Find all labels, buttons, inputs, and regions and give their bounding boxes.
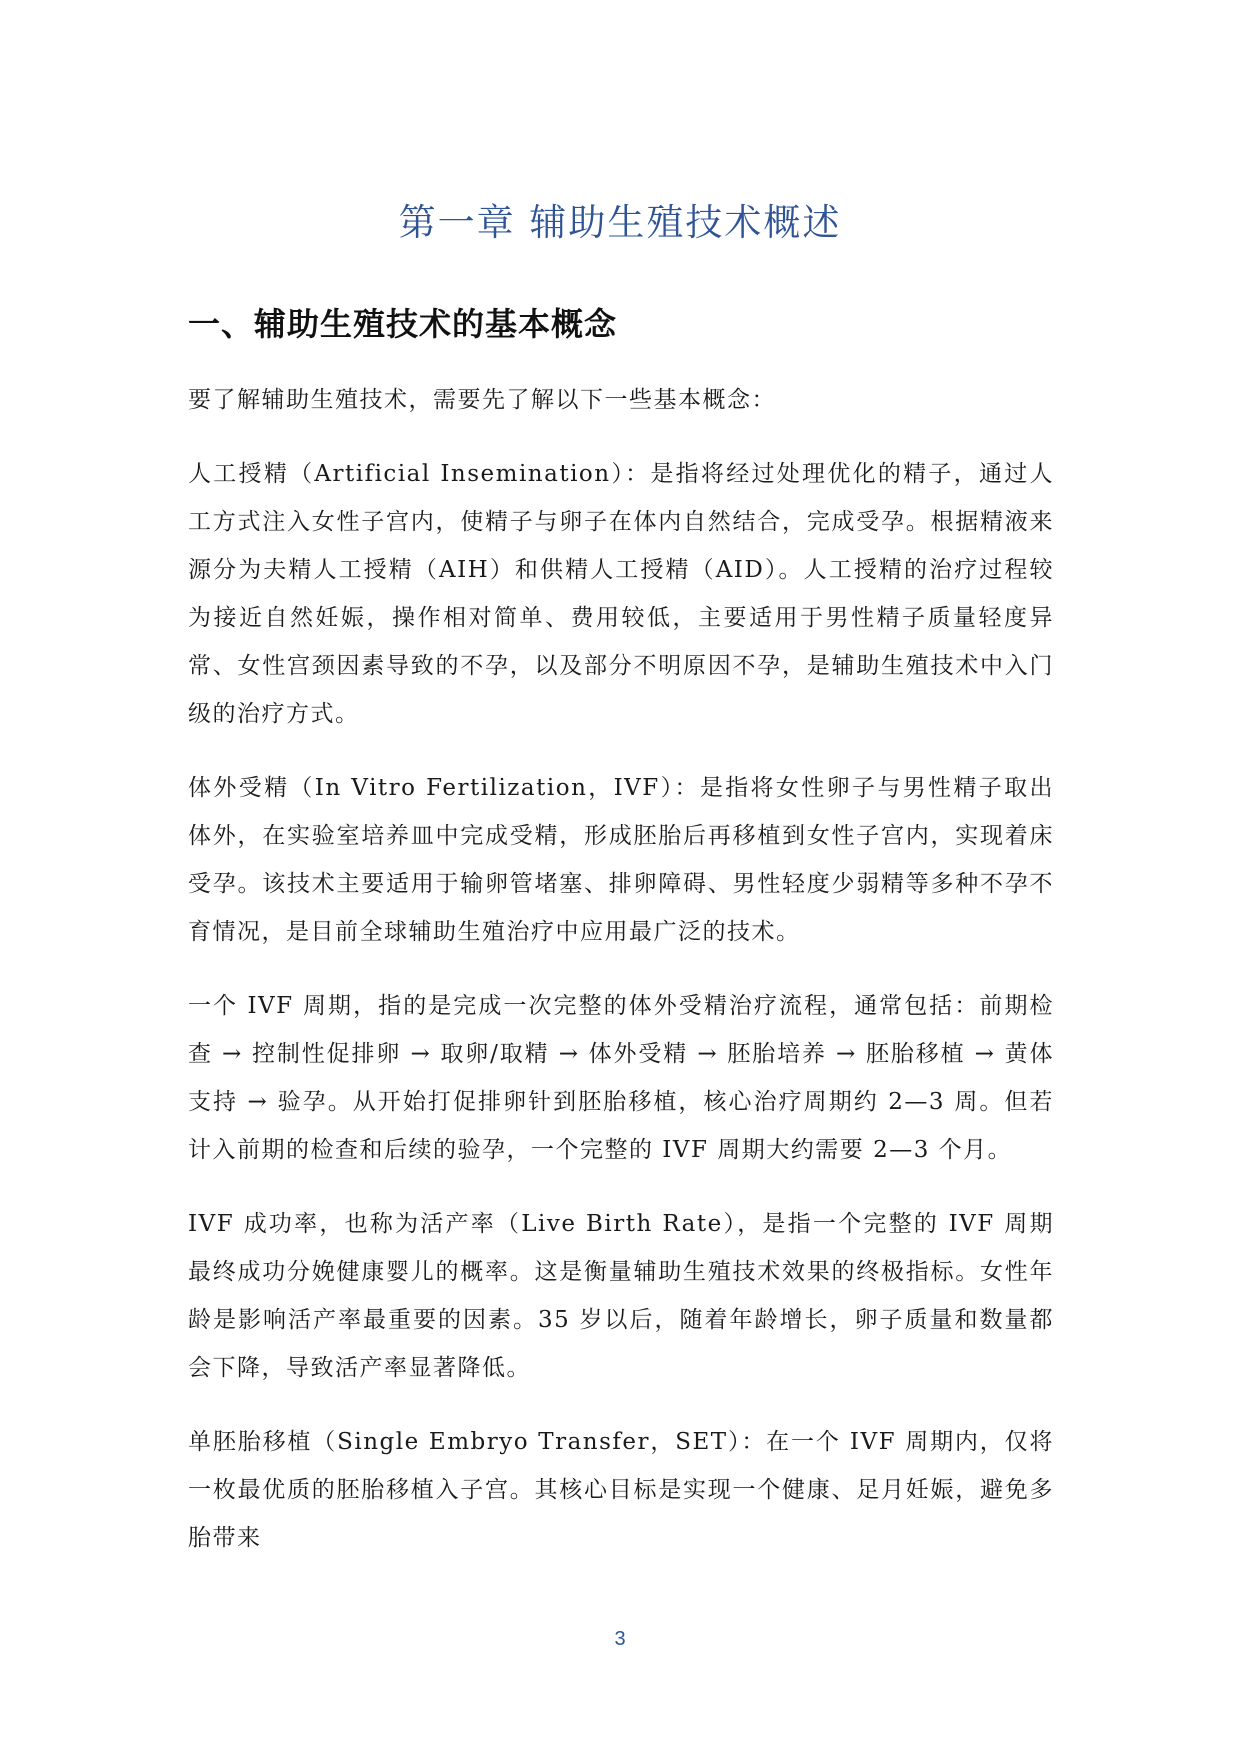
page-number: 3 bbox=[614, 1628, 626, 1650]
paragraph-artificial-insemination: 人工授精（Artificial Insemination）：是指将经过处理优化的精子，通过人工方式注入女性子宫内，使精子与卵子在体内自然结合，完成受孕。根据精液来源分为夫精人工授精（AIH）和供精人工授精（AID）。人工授精的治疗过程较为接近自然妊娠，操作相对简单、费用较低，主要适用于男性精子质量轻度异常、女性宫颈因素导致的不孕，以及部分不明原因不孕，是辅助生殖技术中入门级的治疗方式。 bbox=[188, 461, 1054, 727]
section-title: 一、辅助生殖技术的基本概念 bbox=[188, 305, 618, 343]
paragraph-ivf-success-rate: IVF 成功率，也称为活产率（Live Birth Rate），是指一个完整的 IVF 周期最终成功分娩健康婴儿的概率。这是衡量辅助生殖技术效果的终极指标。女性年龄是影响活产率最重要的因素。35 岁以后，随着年龄增长，卵子质量和数量都会下降，导致活产率显著降低。 bbox=[188, 1211, 1054, 1381]
paragraph-single-embryo-transfer: 单胚胎移植（Single Embryo Transfer，SET）：在一个 IVF 周期内，仅将一枚最优质的胚胎移植入子宫。其核心目标是实现一个健康、足月妊娠，避免多胎带来 bbox=[188, 1429, 1054, 1551]
paragraph-intro: 要了解辅助生殖技术，需要先了解以下一些基本概念： bbox=[188, 387, 776, 413]
chapter-title: 第一章 辅助生殖技术概述 bbox=[398, 201, 842, 244]
body-text bbox=[188, 376, 1054, 1588]
paragraph-ivf-cycle: 一个 IVF 周期，指的是完成一次完整的体外受精治疗流程，通常包括：前期检查 → 控制性促排卵 → 取卵/取精 → 体外受精 → 胚胎培养 → 胚胎移植 → 黄体支持 → 验孕。从开始打促排卵针到胚胎移植，核心治疗周期约 2—3 周。但若计入前期的检查和后续的验孕，一个完整的 IVF 周期大约需要 2—3 个月。 bbox=[188, 993, 1054, 1163]
paragraph-ivf: 体外受精（In Vitro Fertilization，IVF）：是指将女性卵子与男性精子取出体外，在实验室培养皿中完成受精，形成胚胎后再移植到女性子宫内，实现着床受孕。该技术主要适用于输卵管堵塞、排卵障碍、男性轻度少弱精等多种不孕不育情况，是目前全球辅助生殖治疗中应用最广泛的技术。 bbox=[188, 775, 1054, 945]
